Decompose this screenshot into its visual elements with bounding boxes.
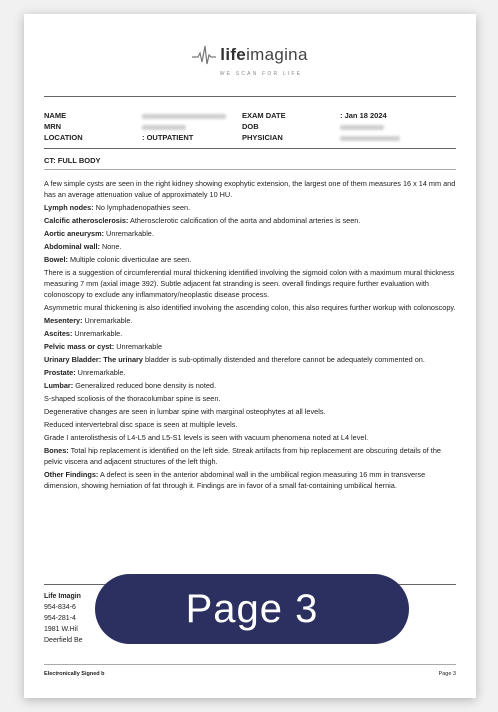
mrn-label: MRN xyxy=(44,122,62,131)
footer-phone-1: 954-834-6 xyxy=(44,604,76,611)
signed-label: Electronically Signed b xyxy=(44,671,105,677)
info-divider xyxy=(44,148,456,149)
finding-anterolisthesis: Grade I anterolisthesis of L4-L5 and L5-S1 levels is seen with vacuum phenomena noted at L4 level. xyxy=(44,433,369,442)
finding-mesentery: Mesentery: Unremarkable. xyxy=(44,316,133,325)
exam-title: CT: FULL BODY xyxy=(44,156,101,165)
footer-address: 1981 W.Hil xyxy=(44,626,78,633)
tagline: WE SCAN FOR LIFE xyxy=(219,71,303,77)
dob-value-redacted xyxy=(340,121,456,132)
finding-bones: Bones: Total hip replacement is identified on the left side. Streak artifacts from hip replacement are obscuring details of the pelvic viscera and adjacent structures of the left thigh. xyxy=(44,446,441,466)
patient-info xyxy=(44,110,456,143)
footer-city: Deerfield Be xyxy=(44,637,83,644)
page-number: Page 3 xyxy=(438,671,456,677)
dob-label: DOB xyxy=(242,122,259,131)
finding-abdominal: Abdominal wall: None. xyxy=(44,242,122,251)
title-divider xyxy=(44,169,456,170)
finding-bowel: Bowel: Multiple colonic diverticulae are seen. xyxy=(44,255,192,264)
page-badge: Page 3 xyxy=(95,574,409,644)
finding-ascites: Ascites: Unremarkable. xyxy=(44,329,123,338)
brand-name: lifeimagina xyxy=(220,45,308,64)
finding-calcific: Calcific atherosclerosis: Atherosclerotic calcification of the aorta and abdominal arteries is seen. xyxy=(44,216,361,225)
findings xyxy=(44,178,456,493)
location-label: LOCATION xyxy=(44,133,83,142)
finding-kidney: A few simple cysts are seen in the right kidney showing exophytic extension, the largest one of them measures 16 x 14 mm and has an average attenuation value of approximately 10 HU. xyxy=(44,179,456,199)
finding-urinary: Urinary Bladder: The urinary bladder is sub-optimally distended and therefore cannot be adequately commented on. xyxy=(44,355,425,364)
finding-prostate: Prostate: Unremarkable. xyxy=(44,368,126,377)
finding-asymmetric: Asymmetric mural thickening is also identified involving the ascending colon, this also requires further workup with colonoscopy. xyxy=(44,303,456,312)
name-label: NAME xyxy=(44,111,67,120)
footer-contact xyxy=(44,591,83,646)
finding-disc: Reduced intervertebral disc space is seen at multiple levels. xyxy=(44,420,238,429)
finding-aortic: Aortic aneurysm: Unremarkable. xyxy=(44,229,154,238)
finding-degenerative: Degenerative changes are seen in lumbar spine with marginal osteophytes at all levels. xyxy=(44,407,326,416)
physician-value-redacted xyxy=(340,132,456,143)
physician-label: PHYSICIAN xyxy=(242,133,283,142)
footer-company: Life Imagin xyxy=(44,593,81,600)
finding-lumbar: Lumbar: Generalized reduced bone density is noted. xyxy=(44,381,216,390)
header-divider xyxy=(44,96,456,97)
finding-sigmoid: There is a suggestion of circumferential mural thickening identified involving the sigmoid colon with a maximum mural thickness measuring 7 mm (axial image 392). Subtle adjacent fat stranding is seen. overall findings require further evaluation with colonoscopy to exclude any inflammatory/neoplastic disease process. xyxy=(44,268,455,299)
finding-lymph: Lymph nodes: No lymphadenopathies seen. xyxy=(44,203,191,212)
signature-divider xyxy=(44,664,456,665)
footer-phone-2: 954-281-4 xyxy=(44,615,76,622)
exam-date-label: EXAM DATE xyxy=(242,111,286,120)
finding-other: Other Findings: A defect is seen in the anterior abdominal wall in the umbilical region measuring 16 mm in transverse dimension, showing herniation of fat through it. Findings are in favor of a small fat-containing umbilical hernia. xyxy=(44,470,426,490)
finding-scoliosis: S-shaped scoliosis of the thoracolumbar spine is seen. xyxy=(44,394,221,403)
logo xyxy=(24,44,476,77)
location-value: : OUTPATIENT xyxy=(142,133,194,142)
exam-date-value: : Jan 18 2024 xyxy=(340,111,387,120)
heartbeat-pulse-icon xyxy=(192,44,216,66)
mrn-value-redacted xyxy=(142,121,242,132)
finding-pelvic: Pelvic mass or cyst: Unremarkable xyxy=(44,342,163,351)
name-value-redacted xyxy=(142,110,242,121)
